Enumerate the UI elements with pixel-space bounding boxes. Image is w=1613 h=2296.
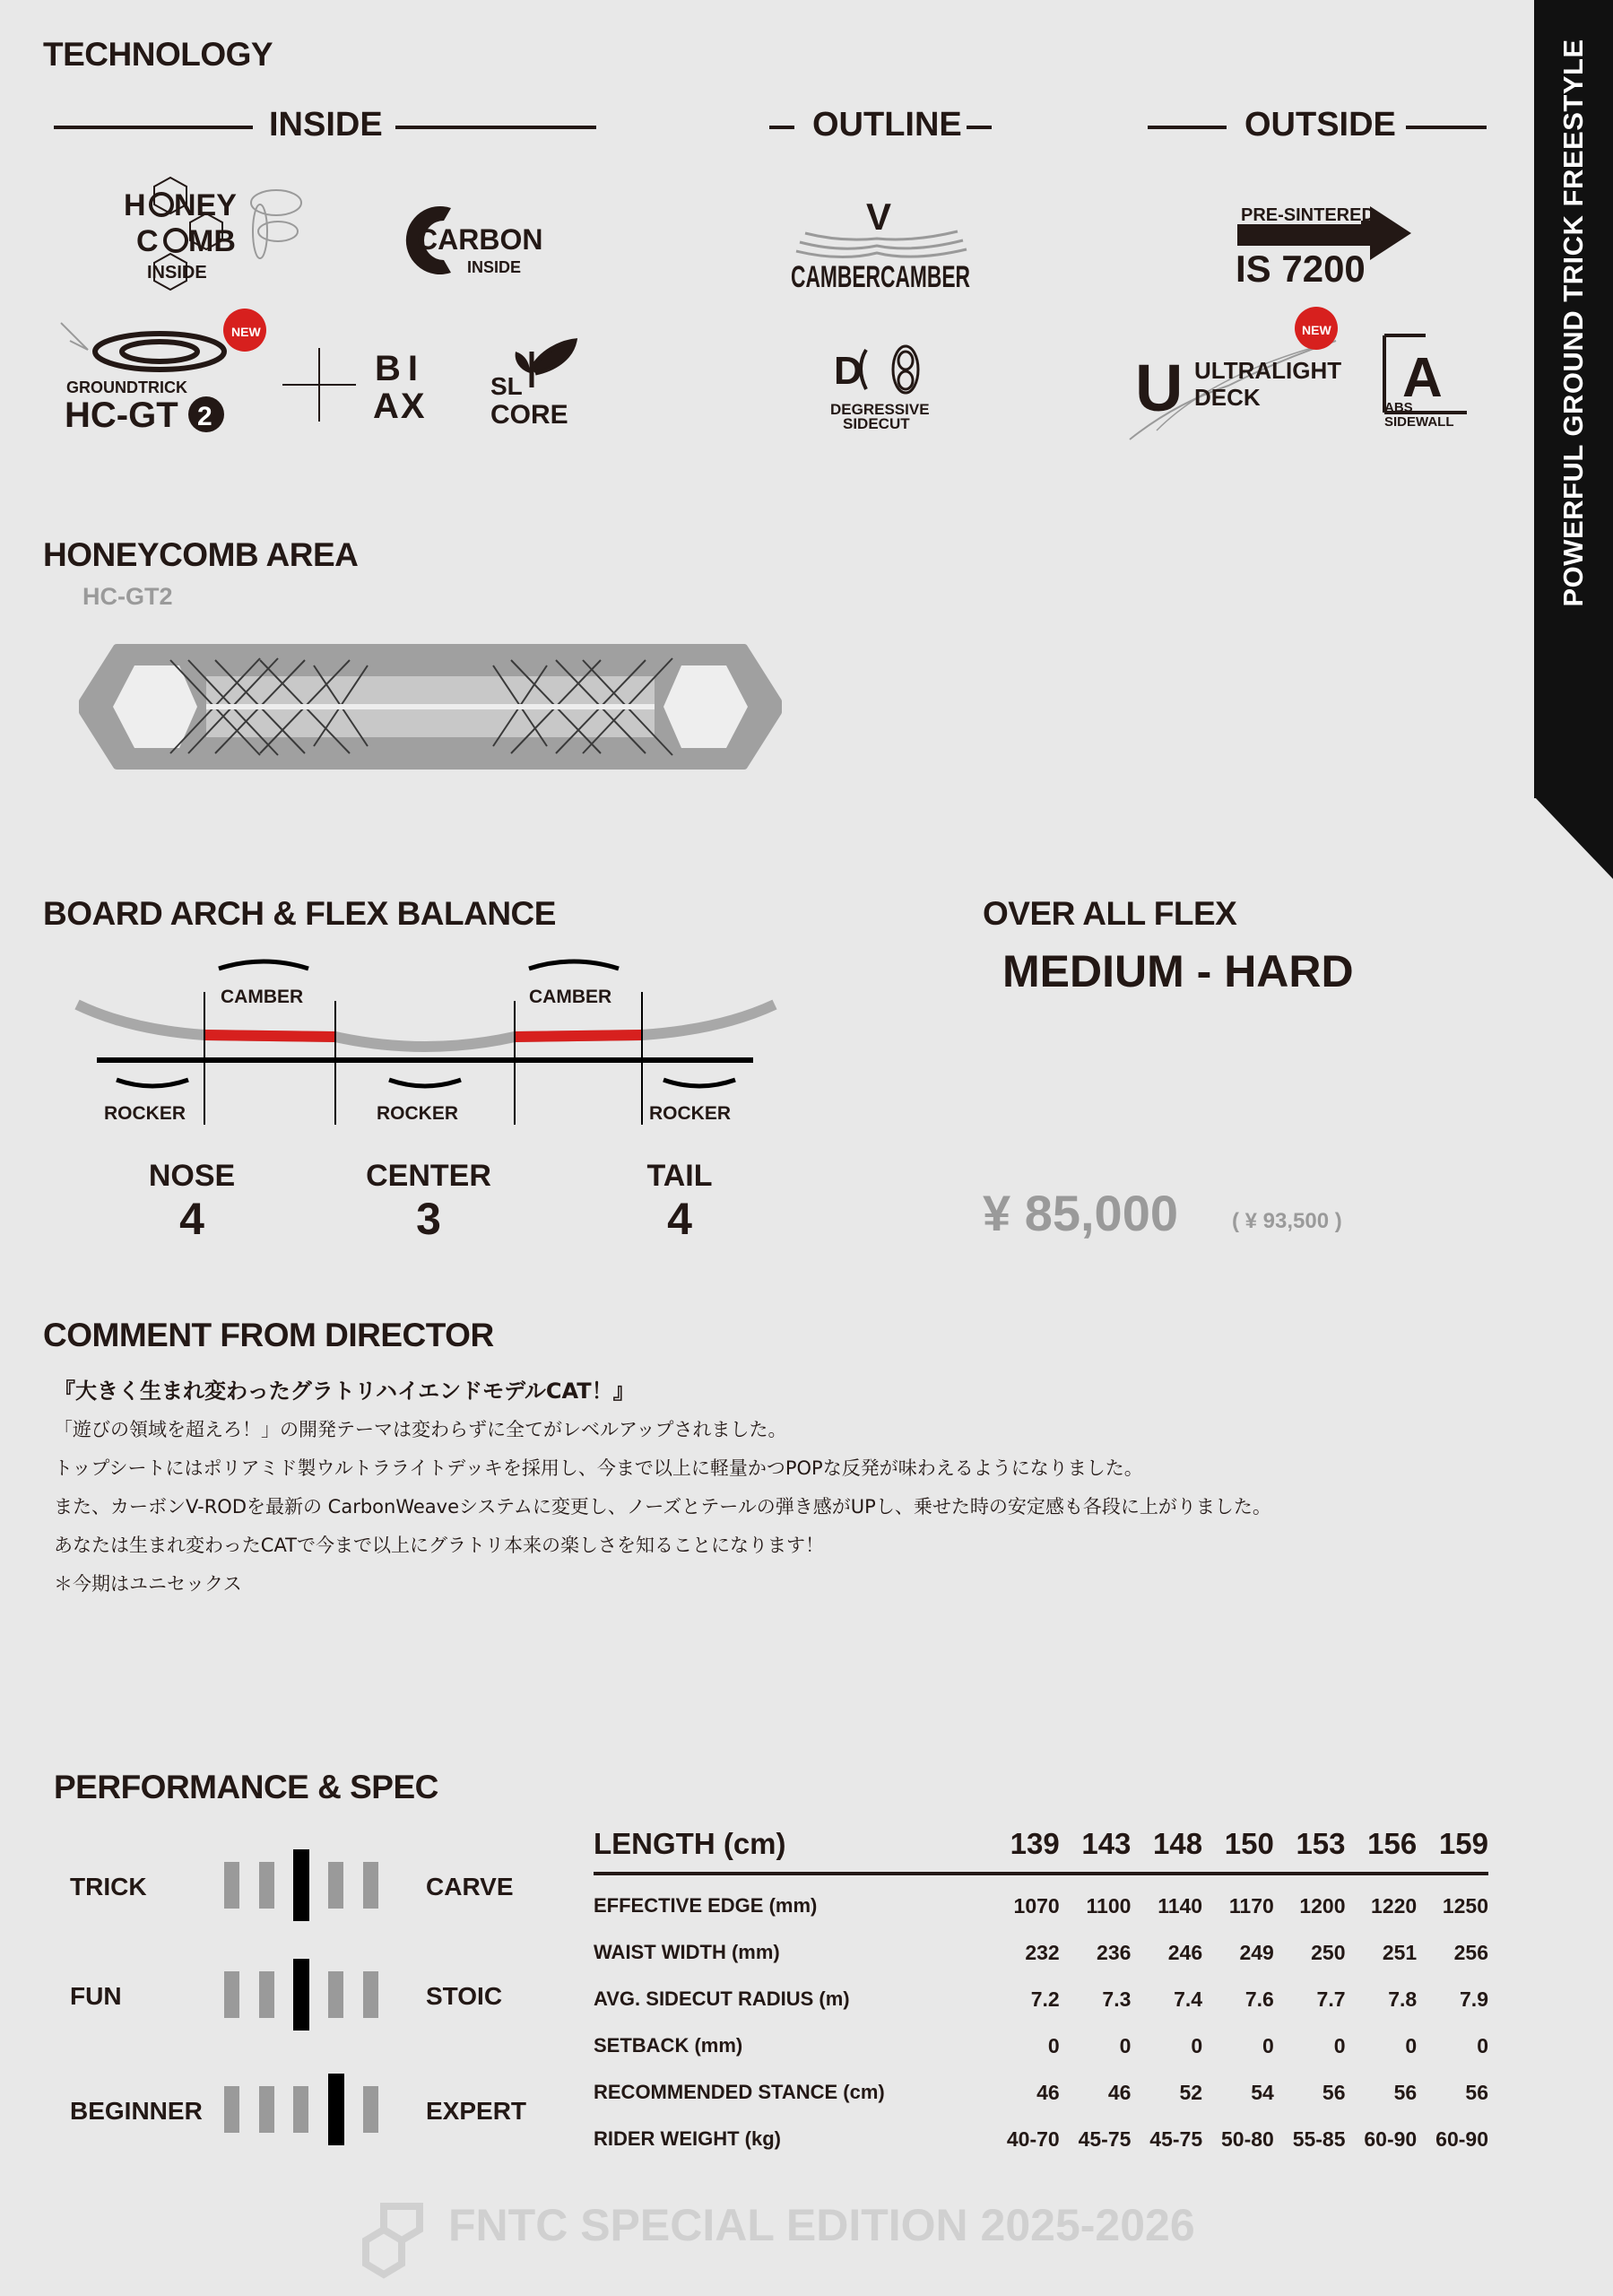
spec-cell: 1200: [1299, 1893, 1346, 1918]
degressive-line2: SIDECUT: [843, 415, 910, 432]
spec-cell: 256: [1453, 1940, 1488, 1964]
spec-row-label: RECOMMENDED STANCE (cm): [594, 2081, 885, 2103]
ultralight-line2: DECK: [1194, 384, 1261, 411]
spec-cell: 40-70: [1006, 2126, 1060, 2151]
spec-cell: 60-90: [1364, 2126, 1418, 2151]
outside-label: OUTSIDE: [1244, 106, 1396, 144]
spec-cell: 1140: [1158, 1893, 1203, 1918]
spec-row-label: WAIST WIDTH (mm): [594, 1941, 780, 1963]
comment-line: あなたは生まれ変わったCATで今まで以上にグラトリ本来の楽しさを知ることになります！: [54, 1535, 825, 1556]
comment-line: ＊今期はユニセックス: [54, 1573, 242, 1595]
scale-bar: [224, 2086, 239, 2133]
spec-cell: 7.3: [1102, 1987, 1132, 2011]
groundtrick-top: GROUNDTRICK: [66, 378, 187, 396]
biax-logo: [368, 341, 457, 430]
overall-flex-value: MEDIUM - HARD: [1002, 946, 1354, 996]
presintered-logo: [1227, 199, 1415, 289]
spec-cell: 1220: [1371, 1893, 1418, 1918]
spec-cell: 55-85: [1292, 2126, 1346, 2151]
price-tax: ( ¥ 93,500 ): [1232, 1209, 1342, 1233]
spec-cell: 45-75: [1149, 2126, 1203, 2151]
spec-cell: 250: [1311, 1940, 1346, 1964]
spec-cell: 1170: [1228, 1893, 1274, 1918]
cambercamber-main: CAMBERCAMBER: [791, 260, 970, 294]
spec-cell: 52: [1179, 2080, 1203, 2104]
carbon-main: CARBON: [417, 223, 543, 256]
spec-cell: 0: [1262, 2033, 1274, 2057]
perf-scale-trick-carve: [70, 1848, 518, 1928]
spec-row: [594, 1929, 1488, 1976]
abs-line1: ABS: [1384, 400, 1413, 415]
fntc-logo-icon: [348, 2196, 438, 2276]
perf-scale-beginner-expert: [70, 2072, 527, 2152]
board-arch-heading: BOARD ARCH & FLEX BALANCE: [43, 895, 556, 932]
degressive-sidecut-logo: [825, 330, 941, 438]
spec-cell: 1100: [1086, 1893, 1132, 1918]
scale-bar: [259, 1971, 274, 2018]
honeycomb-line3: INSIDE: [147, 263, 207, 283]
side-banner-label: POWERFUL GROUND TRICK FREESTYLE: [1557, 39, 1589, 607]
abs-letter: A: [1402, 347, 1443, 409]
biax-line2: AX: [373, 387, 427, 426]
ultralight-letter: U: [1135, 351, 1184, 425]
scale-bar: [224, 1862, 239, 1909]
spec-cell: 0: [1047, 2033, 1060, 2057]
groundtrick-badge: NEW: [231, 325, 261, 339]
performance-heading: PERFORMANCE & SPEC: [54, 1769, 438, 1805]
spec-row-label: AVG. SIDECUT RADIUS (m): [594, 1987, 850, 2010]
scale-marker: [293, 1959, 309, 2031]
groundtrick-main: HC-GT: [65, 396, 178, 435]
cambercamber-letter: V: [866, 196, 892, 238]
spec-row-label: EFFECTIVE EDGE (mm): [594, 1894, 818, 1917]
spec-cell: 1070: [1013, 1893, 1060, 1918]
spec-row-label: RIDER WEIGHT (kg): [594, 2127, 781, 2150]
honeycomb-area-heading: HONEYCOMB AREA: [43, 536, 359, 573]
spec-cell: 56: [1322, 2080, 1346, 2104]
ultralight-deck-logo: [1121, 305, 1354, 439]
comment-body: [54, 1372, 1327, 1604]
honeycomb-line2b: MB: [188, 224, 236, 258]
spec-header-row: [594, 1827, 1488, 1874]
spec-row: [594, 2022, 1488, 2069]
perf-right-label: CARVE: [426, 1873, 514, 1900]
spec-cell: 249: [1239, 1940, 1274, 1964]
scale-marker: [328, 2074, 344, 2145]
spec-row-label: SETBACK (mm): [594, 2034, 743, 2057]
outline-category: [769, 106, 993, 151]
scale-bar: [328, 1971, 343, 2018]
technology-heading: TECHNOLOGY: [43, 36, 273, 73]
perf-left-label: TRICK: [70, 1873, 147, 1900]
abs-sidewall-logo: [1381, 332, 1470, 432]
spec-cell: 46: [1107, 2080, 1132, 2104]
spec-cell: 0: [1405, 2033, 1418, 2057]
scale-marker: [293, 1849, 309, 1921]
comment-line: 「遊びの領域を超えろ！」の開発テーマは変わらずに全てがレベルアップされました。: [54, 1419, 787, 1440]
spec-cell: 0: [1191, 2033, 1203, 2057]
spec-row: [594, 1874, 1488, 1929]
spec-cell: 7.2: [1030, 1987, 1060, 2011]
rocker-label-center: ROCKER: [377, 1103, 459, 1124]
spec-cell: 236: [1097, 1940, 1132, 1964]
rocker-label-nose: ROCKER: [104, 1103, 186, 1124]
price-main: ¥ 85,000: [983, 1185, 1178, 1241]
scale-bar: [363, 2086, 378, 2133]
presintered-main: IS 7200: [1236, 248, 1366, 290]
banner-tail: [1534, 796, 1613, 879]
board-honeycomb-diagram: [81, 639, 780, 775]
spec-cell: 7.4: [1174, 1987, 1203, 2011]
inside-label: INSIDE: [269, 106, 383, 144]
scale-bar: [259, 1862, 274, 1909]
spec-cell: 56: [1465, 2080, 1488, 2104]
spec-length: 148: [1131, 1827, 1202, 1874]
spec-table: [594, 1827, 1488, 2162]
overall-flex-heading: OVER ALL FLEX: [983, 895, 1237, 932]
rocker-label-tail: ROCKER: [649, 1103, 732, 1124]
presintered-top: PRE-SINTERED: [1241, 205, 1375, 225]
spec-cell: 0: [1477, 2033, 1488, 2057]
perf-right-label: STOIC: [426, 1982, 503, 2010]
spec-header-label: LENGTH (cm): [594, 1827, 988, 1874]
scale-bar: [328, 1862, 343, 1909]
spec-cell: 45-75: [1078, 2126, 1132, 2151]
carbon-inside-logo: [381, 196, 542, 285]
spec-length: 139: [988, 1827, 1060, 1874]
spec-cell: 0: [1119, 2033, 1132, 2057]
spec-cell: 7.7: [1316, 1987, 1346, 2011]
spec-length: 143: [1060, 1827, 1132, 1874]
comment-line: トップシートにはポリアミド製ウルトラライトデッキを採用し、今まで以上に軽量かつPOPな反発が味わえるようになりました。: [54, 1457, 1143, 1479]
spec-length: 159: [1417, 1827, 1488, 1874]
spec-cell: 50-80: [1220, 2126, 1274, 2151]
flex-nose-label: NOSE: [148, 1159, 236, 1193]
spec-length: 150: [1202, 1827, 1274, 1874]
board-arch-diagram: [75, 949, 778, 1128]
scale-bar: [259, 2086, 274, 2133]
slcore-line2: CORE: [490, 400, 568, 430]
plus-icon: [282, 348, 356, 422]
cambercamber-logo: [787, 190, 976, 298]
side-banner-label-wrap: [1534, 0, 1613, 798]
ultralight-badge: NEW: [1302, 323, 1331, 337]
biax-line1: BI: [375, 349, 425, 388]
spec-cell: 7.8: [1388, 1987, 1418, 2011]
outside-category: [1148, 106, 1487, 151]
spec-cell: 54: [1251, 2080, 1274, 2104]
spec-cell: 0: [1333, 2033, 1346, 2057]
carbon-sub: INSIDE: [467, 258, 522, 276]
spec-length: 156: [1346, 1827, 1418, 1874]
ultralight-line1: ULTRALIGHT: [1194, 357, 1342, 384]
scale-bar: [363, 1971, 378, 2018]
honeycomb-line2: C: [136, 224, 159, 258]
flex-tail-value: 4: [667, 1194, 692, 1244]
flex-nose-value: 4: [179, 1194, 204, 1244]
groundtrick-logo: [52, 305, 276, 439]
comment-heading: COMMENT FROM DIRECTOR: [43, 1317, 494, 1353]
perf-left-label: FUN: [70, 1982, 122, 2010]
honeycomb-area-sub: HC-GT2: [82, 583, 173, 610]
flex-center-value: 3: [416, 1194, 441, 1244]
spec-cell: 7.9: [1460, 1987, 1488, 2011]
spec-row: [594, 2069, 1488, 2116]
camber-label-right: CAMBER: [529, 987, 612, 1007]
spec-length: 153: [1274, 1827, 1346, 1874]
groundtrick-num: 2: [197, 402, 212, 431]
spec-row: [594, 1976, 1488, 2022]
perf-right-label: EXPERT: [426, 2097, 527, 2125]
perf-left-label: BEGINNER: [70, 2097, 203, 2125]
slcore-line1: SL: [490, 372, 523, 400]
comment-lead: 『大きく生まれ変わったグラトリハイエンドモデルCAT！』: [54, 1378, 635, 1404]
abs-line2: SIDEWALL: [1384, 414, 1454, 430]
spec-cell: 60-90: [1435, 2126, 1488, 2151]
spec-cell: 251: [1382, 1940, 1418, 1964]
perf-scale-fun-stoic: [70, 1957, 518, 2038]
footer-edition: FNTC SPECIAL EDITION 2025-2026: [448, 2200, 1195, 2250]
honeycomb-line1b: NEY: [174, 188, 237, 222]
flex-center-label: CENTER: [366, 1159, 491, 1193]
spec-row: [594, 2116, 1488, 2162]
spec-cell: 7.6: [1244, 1987, 1274, 2011]
honeycomb-inside-logo: [117, 169, 314, 294]
flex-tail-label: TAIL: [646, 1159, 713, 1193]
degressive-letter: D: [834, 349, 863, 393]
outline-label: OUTLINE: [812, 106, 962, 144]
slcore-logo: [489, 334, 596, 432]
degressive-line1: DEGRESSIVE: [830, 401, 930, 418]
inside-category: [54, 106, 596, 151]
spec-cell: 46: [1036, 2080, 1060, 2104]
spec-cell: 56: [1393, 2080, 1418, 2104]
camber-label-left: CAMBER: [221, 987, 304, 1007]
comment-line: また、カーボンV-RODを最新の CarbonWeaveシステムに変更し、ノーズとテールの弾き感がUPし、乗せた時の安定感も各段に上がりました。: [54, 1496, 1271, 1518]
scale-bar: [293, 2086, 308, 2133]
scale-bar: [363, 1862, 378, 1909]
spec-cell: 232: [1025, 1940, 1060, 1964]
honeycomb-line1: H: [124, 188, 146, 222]
spec-cell: 246: [1167, 1940, 1203, 1964]
spec-cell: 1250: [1442, 1893, 1488, 1918]
scale-bar: [224, 1971, 239, 2018]
